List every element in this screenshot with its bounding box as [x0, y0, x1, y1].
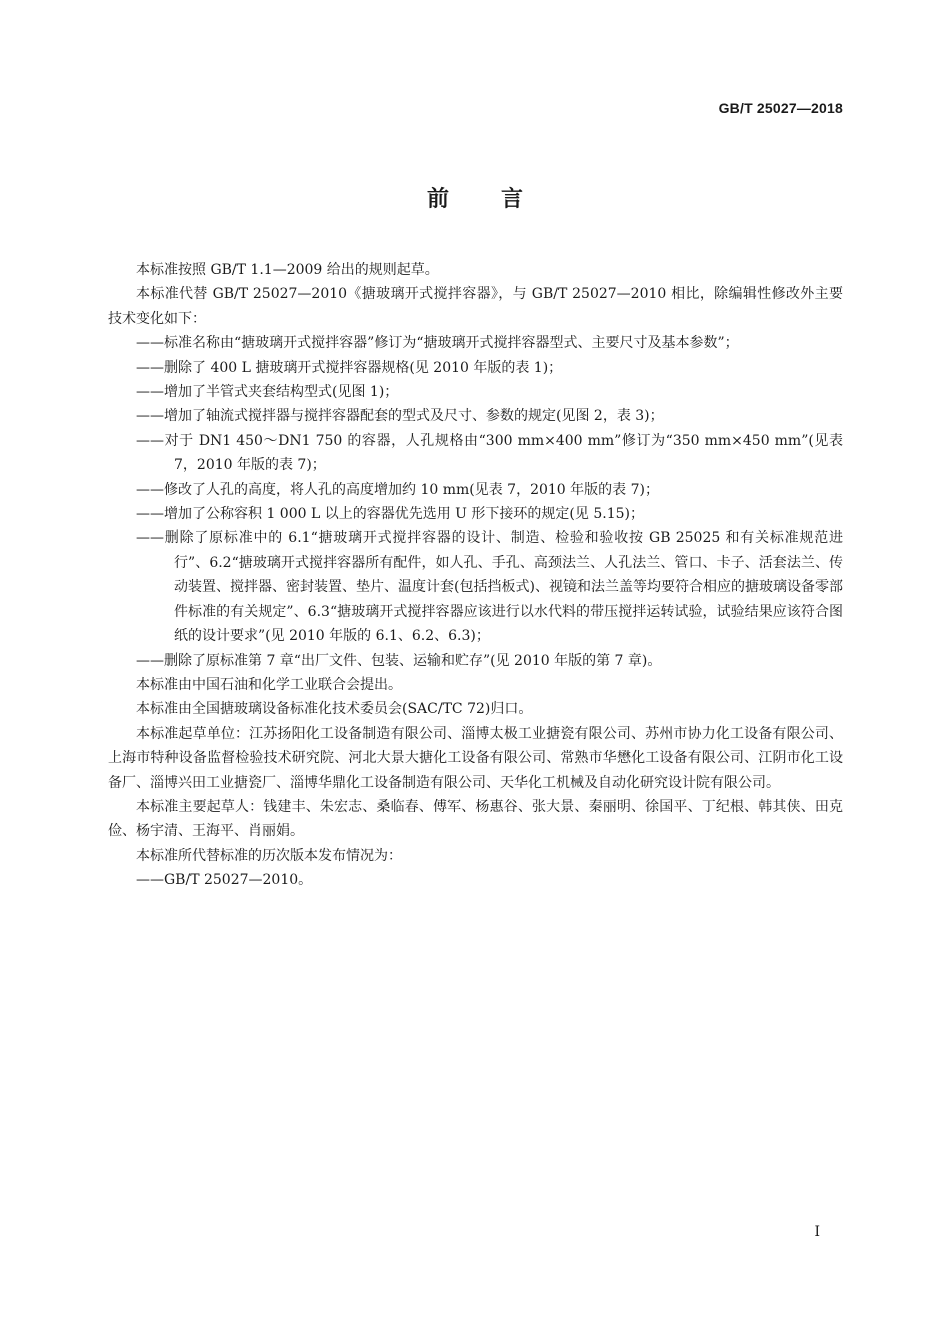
change-list-item: ——增加了轴流式搅拌器与搅拌容器配套的型式及尺寸、参数的规定(见图 2，表 3)；	[136, 408, 664, 425]
paragraph: 本标准起草单位：江苏扬阳化工设备制造有限公司、淄博太极工业搪瓷有限公司、苏州市协力化工设备有限公司、上海市特种设备监督检验技术研究院、河北大景大搪化工设备有限公司、常熟市华懋化工设备有限公司、江阴市化工设备厂、淄博兴田工业搪瓷厂、淄博华鼎化工设备制造有限公司、天华化工机械及自动化研究设计院有限公司。	[108, 725, 843, 791]
paragraph: 本标准按照 GB/T 1.1—2009 给出的规则起草。	[136, 262, 439, 278]
change-list-item: ——增加了公称容积 1 000 L 以上的容器优先选用 U 形下接环的规定(见 5.15)；	[136, 506, 644, 523]
paragraph: 本标准主要起草人：钱建丰、朱宏志、桑临春、傅军、杨惠谷、张大景、秦丽明、徐国平、丁纪根、韩其侠、田克俭、杨宇清、王海平、肖丽娟。	[108, 798, 843, 840]
foreword-body	[108, 258, 843, 893]
paragraph: 本标准所代替标准的历次版本发布情况为：	[136, 847, 402, 864]
paragraph: 本标准代替 GB/T 25027—2010《搪玻璃开式搅拌容器》，与 GB/T 25027—2010 相比，除编辑性修改外主要技术变化如下：	[108, 286, 843, 327]
paragraph: 本标准由中国石油和化学工业联合会提出。	[136, 676, 402, 693]
change-list-item: ——对于 DN1 450～DN1 750 的容器，人孔规格由“300 mm×400 mm”修订为“350 mm×450 mm”(见表 7，2010 年版的表 7)；	[136, 432, 843, 474]
paragraph: 本标准由全国搪玻璃设备标准化技术委员会(SAC/TC 72)归口。	[136, 701, 533, 718]
standard-number: GB/T 25027—2018	[718, 100, 843, 116]
change-list-item: ——删除了原标准中的 6.1“搪玻璃开式搅拌容器的设计、制造、检验和验收按 GB 25025 和有关标准规范进行”、6.2“搪玻璃开式搅拌容器所有配件，如人孔、手孔、高颈法兰、人孔法兰、管口、卡子、活套法兰、传动装置、搅拌器、密封装置、垫片、温度计套(包括挡板式)、视镜和法兰盖等均要符合相应的搪玻璃设备零部件标准的有关规定”、6.3“搪玻璃开式搅拌容器应该进行以水代料的带压搅拌运转试验，试验结果应该符合图纸的设计要求”(见 2010 年版的 6.1、6.2、6.3)；	[136, 530, 843, 645]
change-list-item: ——标准名称由“搪玻璃开式搅拌容器”修订为“搪玻璃开式搅拌容器型式、主要尺寸及基本参数”；	[136, 335, 739, 352]
change-list-item: ——增加了半管式夹套结构型式(见图 1)；	[136, 384, 399, 401]
page-title: 前言	[426, 187, 575, 212]
change-list-item: ——修改了人孔的高度，将人孔的高度增加约 10 mm(见表 7，2010 年版的表 7)；	[136, 481, 659, 498]
change-list-item: ——删除了 400 L 搪玻璃开式搅拌容器规格(见 2010 年版的表 1)；	[136, 359, 563, 376]
change-list-item: ——删除了原标准第 7 章“出厂文件、包装、运输和贮存”(见 2010 年版的第 7 章)。	[136, 652, 662, 669]
page-number: I	[814, 1224, 820, 1240]
history-list-item: ——GB/T 25027—2010。	[136, 872, 313, 889]
